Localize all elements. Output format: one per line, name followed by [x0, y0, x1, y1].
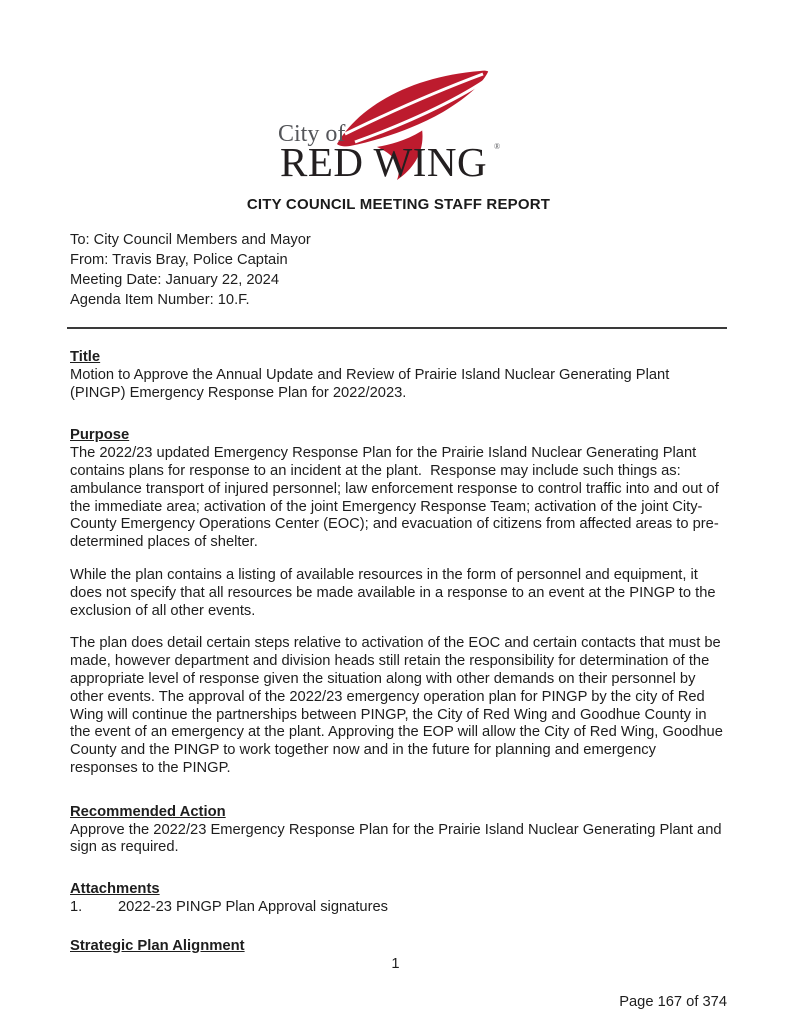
purpose-paragraph-3: The plan does detail certain steps relative to activation of the EOC and certain contacts that must be made, however department and division heads still retain the responsibility for determination of the appropriate level of response given the situation along with other demands on their personnel by other events. The approval of the 2022/23 emergency operation plan for PINGP by the city of Red Wing will continue the partnerships between PINGP, the City of Red Wing and Goodhue County in the event of an emergency at the plant. Approving the EOP will allow the City of Red Wing, Goodhue County and the PINGP to work together now and in the future for planning and emergency responses to the PINGP.	[70, 635, 727, 776]
meta-meeting-date: Meeting Date: January 22, 2024	[70, 272, 280, 288]
section-strategic-plan	[70, 938, 727, 956]
purpose-heading: Purpose	[70, 427, 130, 444]
pdf-pagination-label: Page 167 of 374	[619, 994, 727, 1010]
logo-city-of-text: City of	[277, 121, 345, 147]
document-page-number: 1	[391, 956, 400, 972]
logo-wordmark-text: RED WING	[279, 139, 487, 182]
purpose-paragraph-1: The 2022/23 updated Emergency Response Plan for the Prairie Island Nuclear Generating Plant contains plans for response to an incident at the plant. Response may include such things as: ambulance transport of injured personnel; law enforcement response to control traffic into and out of the immediate area; activation of the joint Emergency Response Team; activation of the joint City-County Emergency Operations Center (EOC); and evacuation of citizens from affected areas to pre-determined places of shelter.	[70, 445, 723, 551]
recommended-action-body: Approve the 2022/23 Emergency Response Plan for the Prairie Island Nuclear Generating Plant and sign as required.	[70, 821, 726, 856]
title-body: Motion to Approve the Annual Update and Review of Prairie Island Nuclear Generating Plant (PINGP) Emergency Response Plan for 2022/2023.	[70, 366, 674, 401]
document-content	[70, 0, 727, 956]
report-meta	[70, 230, 727, 310]
city-of-red-wing-logo	[62, 66, 719, 182]
purpose-paragraph-2: While the plan contains a listing of available resources in the form of personnel and equipment, it does not specify that all resources be made available in a response to an event at the PINGP to the exclusion of all other events.	[70, 566, 720, 619]
registered-trademark-icon: ®	[493, 142, 500, 151]
section-recommended-action	[70, 804, 727, 857]
title-heading: Title	[70, 349, 101, 365]
meta-to: To: City Council Members and Mayor	[70, 232, 311, 248]
recommended-action-heading: Recommended Action	[70, 803, 226, 820]
red-wing-logo-svg	[275, 66, 507, 182]
attachments-heading: Attachments	[70, 881, 160, 898]
section-attachments	[70, 881, 727, 917]
header-divider	[67, 327, 727, 329]
report-title: CITY COUNCIL MEETING STAFF REPORT	[246, 196, 551, 213]
section-title	[70, 349, 727, 402]
attachment-item-number: 1.	[70, 898, 83, 915]
attachment-item-text: 2022-23 PINGP Plan Approval signatures	[118, 898, 388, 915]
meta-from: From: Travis Bray, Police Captain	[70, 252, 288, 268]
section-purpose	[70, 427, 727, 777]
attachment-item	[70, 899, 727, 917]
meta-agenda-item: Agenda Item Number: 10.F.	[70, 292, 250, 308]
strategic-plan-heading: Strategic Plan Alignment	[70, 937, 245, 954]
